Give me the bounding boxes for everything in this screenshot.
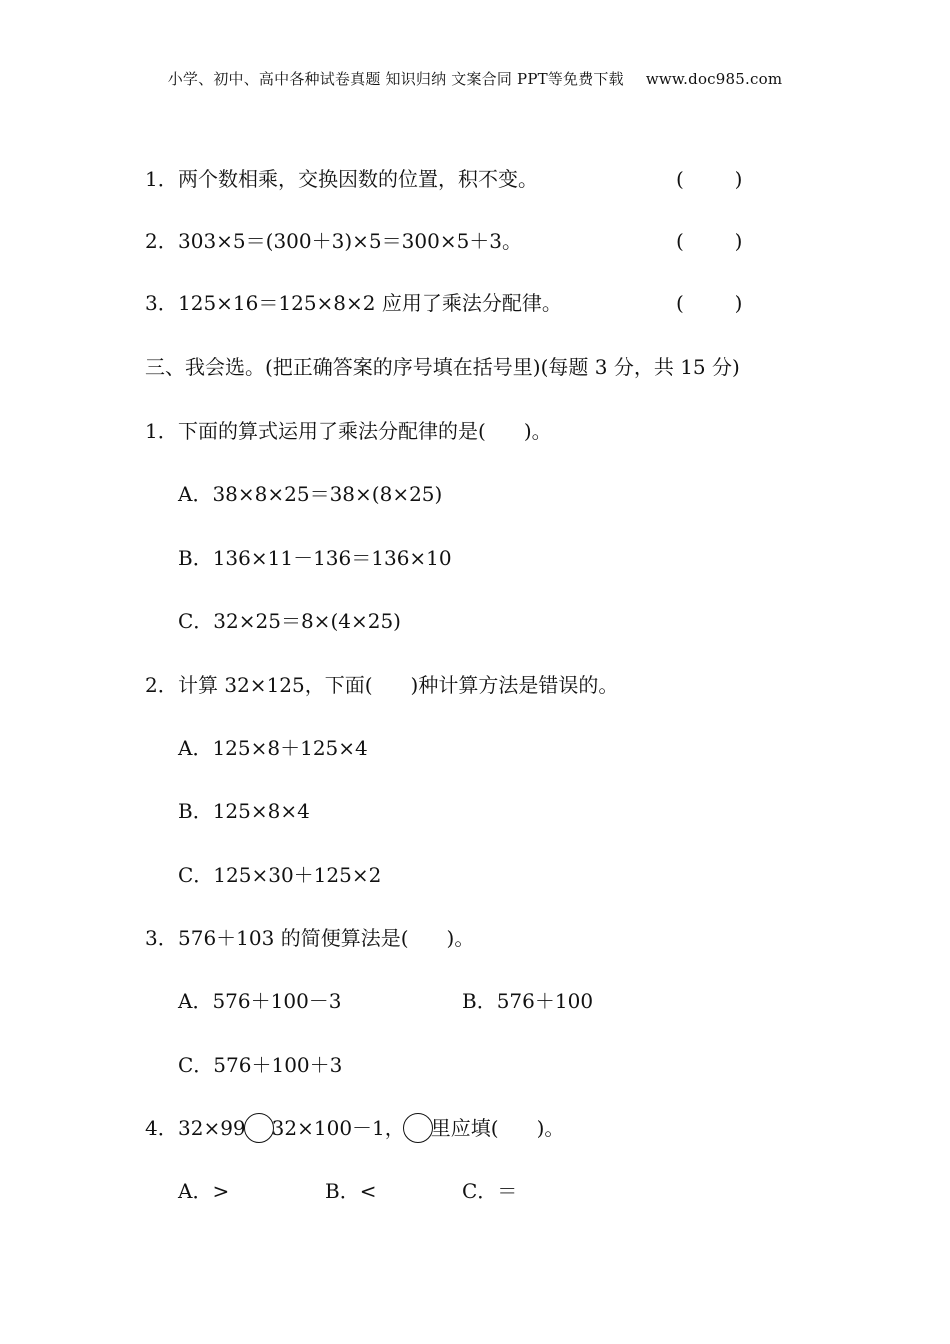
option-b: B．< [325,1179,377,1203]
option-b: B．576＋100 [462,989,594,1013]
option-c: C．125×30＋125×2 [178,863,382,887]
judge-item-3 [145,290,562,316]
option-a: A．576＋100－3 [178,989,342,1013]
question-number: 1． [145,419,178,443]
question-2 [145,672,618,698]
question-stem: 32×99 [178,1116,246,1140]
question-number: 4． [145,1116,178,1140]
question-4 [145,1113,564,1143]
question-1 [145,418,552,444]
item-text: 125×16＝125×8×2 应用了乘法分配律。 [178,291,562,315]
judge-item-1 [145,166,538,192]
item-text: 两个数相乘，交换因数的位置，积不变。 [178,167,538,191]
answer-paren-3[interactable]: ( ) [676,291,743,315]
item-text: 303×5＝(300＋3)×5＝300×5＋3。 [178,229,523,253]
option-a: A．125×8＋125×4 [178,736,368,760]
option-a: A．> [178,1179,230,1203]
question-stem-mid: 32×100－1， [271,1116,405,1140]
answer-paren-1[interactable]: ( ) [676,167,743,191]
answer-paren-2[interactable]: ( ) [676,229,743,253]
section-title: 三、我会选。(把正确答案的序号填在括号里)(每题 3 分，共 15 分) [145,355,740,379]
question-stem: 下面的算式运用了乘法分配律的是( [178,419,486,443]
item-number: 2． [145,229,178,253]
header-site: www.doc985.com [645,70,783,88]
question-3 [145,925,474,951]
option-c: C．32×25＝8×(4×25) [178,609,401,633]
question-stem-end: )。 [523,419,552,443]
circle-blank-icon[interactable] [244,1113,274,1143]
header-text: 小学、初中、高中各种试卷真题 知识归纳 文案合同 PPT等免费下载 [167,70,624,88]
option-row [178,988,342,1014]
question-number: 3． [145,926,178,950]
option-c: C．＝ [462,1179,518,1203]
question-stem-end: )种计算方法是错误的。 [410,673,619,697]
option-b: B．136×11－136＝136×10 [178,546,452,570]
question-stem: 576＋103 的简便算法是( [178,926,409,950]
question-stem-end: )。 [536,1116,565,1140]
judge-item-2 [145,228,522,254]
question-stem: 计算 32×125，下面( [178,673,373,697]
question-stem-end: )。 [446,926,475,950]
option-b: B．125×8×4 [178,799,310,823]
option-a: A．38×8×25＝38×(8×25) [178,482,443,506]
page-header [0,68,950,89]
option-c: C．576＋100＋3 [178,1053,343,1077]
item-number: 1． [145,167,178,191]
circle-blank-icon [403,1113,433,1143]
item-number: 3． [145,291,178,315]
question-stem-tail: 里应填( [430,1116,499,1140]
question-number: 2． [145,673,178,697]
